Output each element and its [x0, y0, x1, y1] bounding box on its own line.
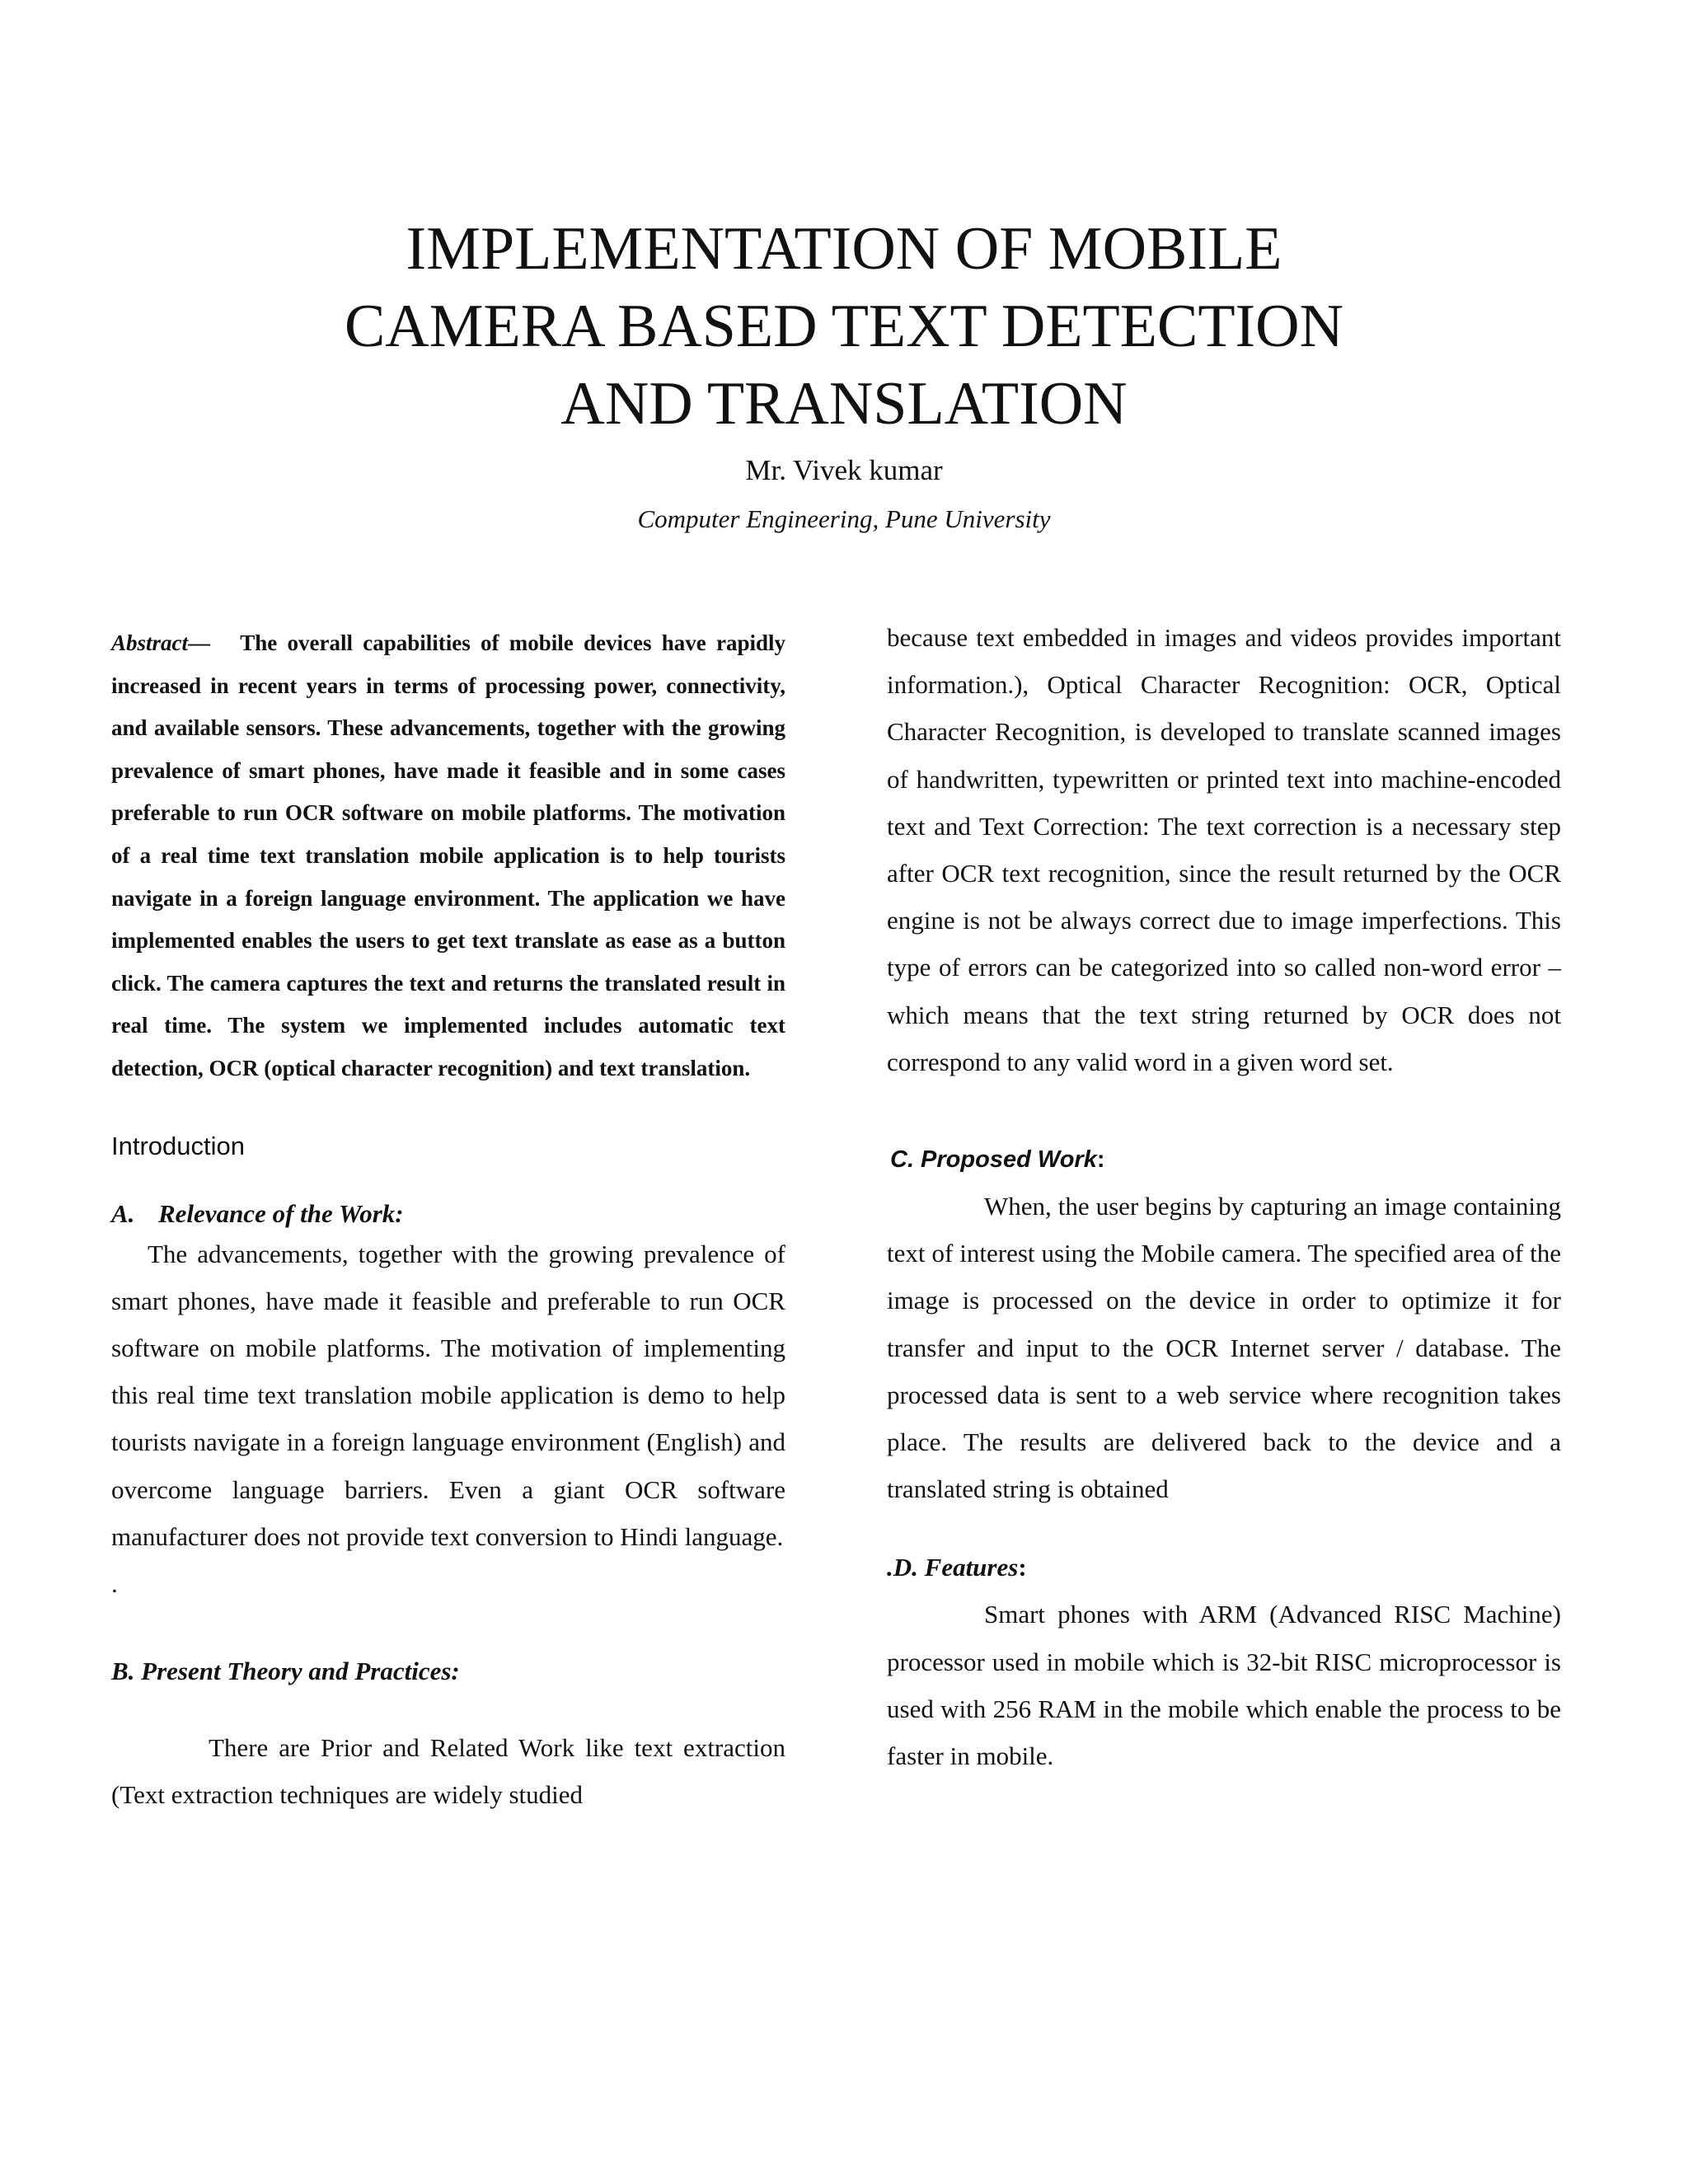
section-d-colon: :	[1018, 1553, 1027, 1582]
section-b-paragraph-continued: because text embedded in images and videos provides important information.), Optical Character Recognition: OCR, Optical Character Recognition, is developed to translate scanned images of handwritten, typewritten or printed text into machine-encoded text and Text Correction: The text correction is a necessary step after OCR text recognition, since the result returned by the OCR engine is not be always correct due to image imperfections. This type of errors can be categorized into so called non-word error – which means that the text string returned by OCR does not correspond to any valid word in a given word set.	[887, 623, 1561, 1076]
paper-title	[0, 210, 1688, 443]
section-b-heading: B. Present Theory and Practices:	[111, 1656, 460, 1685]
author-name: Mr. Vivek kumar	[745, 454, 943, 486]
section-d-heading	[887, 1551, 1561, 1584]
abstract-text: The overall capabilities of mobile devices have rapidly increased in recent years in terms of processing power, connectivity, and available sensors. These advancements, together with the growing prevalence of smart phones, have made it feasible and in some cases preferable to run OCR software on mobile platforms. The motivation of a real time text translation mobile application is to help tourists navigate in a foreign language environment. The application we have implemented enables the users to get text translate as ease as a button click. The camera captures the text and returns the translated result in real time. The system we implemented includes automatic text detection, OCR (optical character recognition) and text translation.	[111, 630, 785, 1080]
introduction-heading: Introduction	[111, 1131, 245, 1160]
section-a-number: A.	[111, 1198, 135, 1228]
title-line-1: IMPLEMENTATION OF MOBILE	[406, 215, 1282, 283]
title-line-2: CAMERA BASED TEXT DETECTION	[344, 293, 1344, 360]
section-c-title: C. Proposed Work	[890, 1146, 1097, 1174]
section-c-paragraph: When, the user begins by capturing an image containing text of interest using the Mobile camera. The specified area of the image is processed on the device in order to optimize it for transfer and input to the OCR Internet server / database. The processed data is sent to a web service where recognition takes place. The results are delivered back to the device and a translated string is obtained	[887, 1192, 1561, 1504]
left-column	[111, 622, 785, 1818]
section-d-paragraph: Smart phones with ARM (Advanced RISC Machine) processor used in mobile which is 32-bit RISC microprocessor is used with 256 RAM in the mobile which enable the process to be faster in mobile.	[887, 1600, 1561, 1771]
section-a-paragraph: The advancements, together with the growing prevalence of smart phones, have made it feasible and preferable to run OCR software on mobile platforms. The motivation of implementing this real time text translation mobile application is demo to help tourists navigate in a foreign language environment (English) and overcome language barriers. Even a giant OCR software manufacturer does not provide text conversion to Hindi language.	[111, 1239, 785, 1551]
author-affiliation: Computer Engineering, Pune University	[637, 504, 1051, 533]
section-a-heading	[111, 1197, 785, 1230]
abstract-dash: —	[188, 630, 211, 655]
abstract-label: Abstract	[111, 630, 189, 655]
section-d-title: .D. Features	[887, 1553, 1019, 1582]
section-c-heading	[887, 1143, 1561, 1176]
section-b-paragraph-start: There are Prior and Related Work like text extraction (Text extraction techniques are widely studied	[111, 1732, 785, 1810]
title-line-3: AND TRANSLATION	[560, 370, 1128, 438]
abstract-paragraph	[111, 622, 785, 1090]
section-a-title: Relevance of the Work:	[158, 1198, 404, 1228]
section-c-colon: :	[1096, 1146, 1105, 1174]
stray-dot: .	[111, 1568, 118, 1598]
right-column	[887, 614, 1561, 1779]
